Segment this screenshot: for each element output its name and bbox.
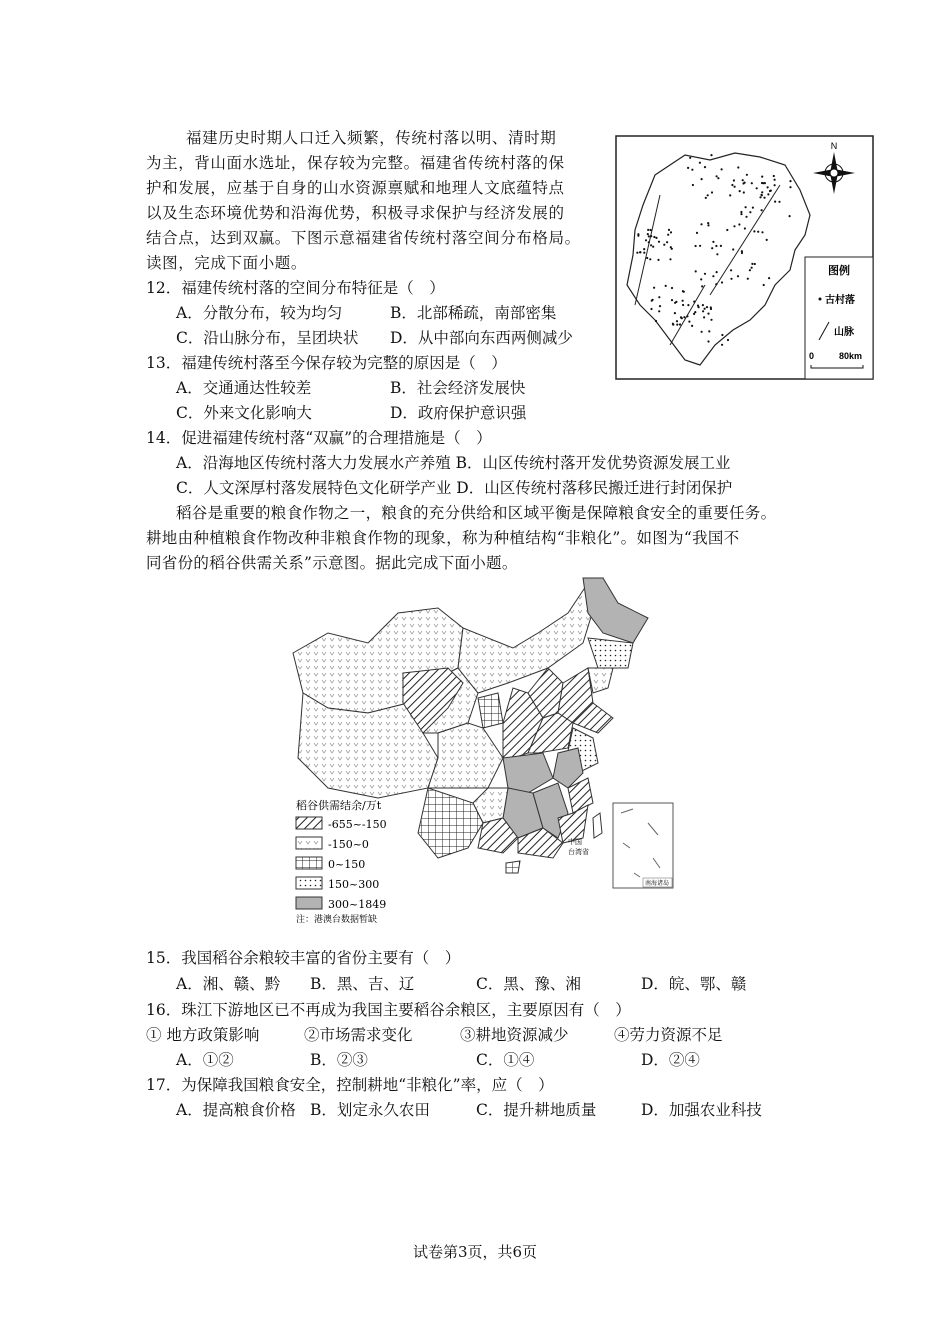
question-12-stem: 12．福建传统村落的空间分布特征是（ ） [146,279,445,297]
village-dot [648,235,650,237]
legend-item-3: 0~150 [328,858,366,871]
village-dot [653,287,655,289]
question-16-choice-1: ① 地方政策影响 [146,1026,260,1044]
village-dot [716,271,718,273]
village-dot [694,311,696,313]
village-dot [739,190,741,192]
scale-km: 80km [839,351,863,361]
village-dot [703,316,705,318]
village-dot [730,278,732,280]
village-dot [643,252,645,254]
village-dot [733,225,735,227]
village-dot [637,235,639,237]
village-dot [715,283,717,285]
village-dot [674,312,676,314]
question-16-choice-4: ④劳力资源不足 [614,1026,723,1044]
village-dot [710,319,712,321]
question-16-option-a[interactable]: A．①② [176,1051,234,1069]
village-dot [752,207,754,209]
village-dot [679,323,681,325]
village-dot [712,241,714,243]
village-dot [756,187,758,189]
village-dot [647,233,649,235]
legend-title: 图例 [828,264,850,277]
village-dot [669,258,671,260]
village-dot [740,213,742,215]
village-dot [671,287,673,289]
village-dot [695,245,697,247]
question-13-option-a[interactable]: A．交通通达性较差 [176,379,312,397]
legend-mountain-label: 山脉 [834,327,854,338]
legend-swatch-hatch [296,817,322,829]
village-dot [707,222,709,224]
question-12-option-d[interactable]: D．从中部向东西两侧减少 [390,329,573,347]
question-15-option-a[interactable]: A．湘、赣、黔 [176,975,281,993]
village-dot [687,167,689,169]
village-dot [761,209,763,211]
question-17-option-b[interactable]: B．划定永久农田 [310,1101,430,1119]
question-17-option-c[interactable]: C．提升耕地质量 [476,1101,597,1119]
question-16-choice-2: ②市场需求变化 [304,1026,413,1044]
legend-village-label: 古村落 [825,295,855,306]
village-dot [636,252,638,254]
fujian-legend [805,257,873,379]
village-dot [759,196,761,198]
village-dot [731,184,733,186]
village-dot [720,245,722,247]
village-dot [716,253,718,255]
village-dot [716,175,718,177]
village-dot [712,275,714,277]
village-dot [649,258,651,260]
village-dot [746,174,748,176]
china-rice-map [288,573,680,925]
village-dot [683,291,685,293]
village-dot [697,305,699,307]
village-dot [789,180,791,182]
province-ningxia [478,693,503,728]
village-dot [658,310,660,312]
question-14-options-ab[interactable]: A．沿海地区传统村落大力发展水产养殖 B．山区传统村落开发优势资源发展工业 [176,454,731,472]
village-dot [655,237,657,239]
village-dot [715,245,717,247]
village-dot [749,211,751,213]
village-dot [757,231,759,233]
village-dot [668,229,670,231]
question-12-option-b[interactable]: B．北部稀疏，南部密集 [390,304,557,322]
village-dot [721,168,723,170]
village-dot [767,186,769,188]
province-liaoning [588,668,613,693]
page-footer: 试卷第3页，共6页 [412,1243,538,1261]
village-dot [745,216,747,218]
village-dot [652,246,654,248]
inset-label: 南海诸岛 [645,880,670,887]
village-dot [699,245,701,247]
village-dot [774,201,776,203]
village-dot [705,197,707,199]
province-jilin [588,638,633,668]
village-dot [706,306,708,308]
question-16-option-d[interactable]: D．②④ [641,1051,700,1069]
legend-item-1: -655~-150 [328,818,387,831]
village-dot [702,304,704,306]
question-13-stem: 13．福建传统村落至今保存较为完整的原因是（ ） [146,354,507,372]
village-dot [688,321,690,323]
village-dot [680,316,682,318]
passage-1-line: 为主，背山面水选址，保存较为完整。福建省传统村落的保 [146,154,565,172]
village-dot [704,273,706,275]
village-dot [704,166,706,168]
village-dot [749,269,751,271]
village-dot [707,313,709,315]
legend-swatch-dots [296,877,322,889]
legend-item-4: 150~300 [328,878,380,891]
village-dot [767,193,769,195]
village-dot [683,316,685,318]
village-dot [778,201,780,203]
village-dot [753,230,755,232]
village-dot [650,244,652,246]
village-dot [711,191,713,193]
village-dot [699,162,701,164]
province-hainan [506,861,520,873]
village-dot [696,232,698,234]
village-dot [645,239,647,241]
village-dot [650,308,652,310]
village-dot [762,182,764,184]
village-dot [701,331,703,333]
village-dot [655,320,657,322]
rice-legend [296,798,387,925]
village-dot [665,285,667,287]
question-13-option-c[interactable]: C．外来文化影响大 [176,404,312,422]
village-dot [650,229,652,231]
province-yunnan [418,788,483,858]
village-dot [689,157,691,159]
village-dot [738,223,740,225]
village-dot [657,259,659,261]
village-dot [751,182,753,184]
village-dot [737,166,739,168]
village-dot [763,197,765,199]
village-dot [691,325,693,327]
village-dot [701,178,703,180]
village-dot [695,270,697,272]
village-dot [760,194,762,196]
village-dot [766,239,768,241]
question-15-stem: 15．我国稻谷余粮较丰富的省份主要有（ ） [146,949,461,967]
village-dot [707,224,709,226]
village-dot [687,304,689,306]
village-dot [721,344,723,346]
village-dot [658,296,660,298]
village-dot [658,241,660,243]
passage-1-line: 护和发展，应基于自身的山水资源禀赋和地理人文底蕴特点 [146,179,565,197]
village-dot [745,206,747,208]
village-dot [700,278,702,280]
village-dot [711,247,713,249]
north-label: N [830,141,838,151]
passage-2-line: 同省份的稻谷供需关系”示意图。据此完成下面小题。 [146,554,518,572]
village-dot [653,236,655,238]
village-dot [707,194,709,196]
village-dot [701,285,703,287]
village-dot [651,300,653,302]
village-dot [659,305,661,307]
village-dot [768,277,770,279]
legend-item-5: 300~1849 [328,898,387,911]
village-dot [693,301,695,303]
rice-legend-title: 稻谷供需结余/万t [296,799,382,812]
village-dot [789,186,791,188]
question-17-stem: 17．为保障我国粮食安全，控制耕地“非粮化”率，应（ ） [146,1076,554,1094]
village-dot [744,227,746,229]
village-dot [672,324,674,326]
question-15-option-d[interactable]: D．皖、鄂、赣 [641,975,747,993]
village-dot [789,215,791,217]
province-sichuan [428,723,503,788]
village-dot [692,184,694,186]
village-dot [743,191,745,193]
village-dot [650,235,652,237]
village-dot [721,334,723,336]
village-dot [710,154,712,156]
question-12-option-c[interactable]: C．沿山脉分布，呈团块状 [176,329,359,347]
question-16-choice-3: ③耕地资源减少 [460,1026,569,1044]
village-dot [648,241,650,243]
village-dot [700,223,702,225]
question-17-option-d[interactable]: D．加强农业科技 [641,1101,762,1119]
village-dot [726,229,728,231]
village-dot [741,252,743,254]
question-16-option-b[interactable]: B．②③ [310,1051,368,1069]
village-dot [702,310,704,312]
village-dot [727,339,729,341]
question-16-option-c[interactable]: C．①④ [476,1051,535,1069]
passage-1-line: 结合点，达到双赢。下图示意福建省传统村落空间分布格局。 [146,229,581,247]
village-dot [733,179,735,181]
village-dot [763,284,765,286]
village-dot [671,248,673,250]
village-dot [682,300,684,302]
village-dot [761,231,763,233]
village-dot [670,231,672,233]
village-dot [686,315,688,317]
question-14-stem: 14．促进福建传统村落“双赢”的合理措施是（ ） [146,429,492,447]
fujian-village-map [615,135,875,381]
village-dot [774,184,776,186]
village-dot [646,257,648,259]
question-14-options-cd[interactable]: C．人文深厚村落发展特色文化研学产业 D．山区传统村落移民搬迁进行封闭保护 [176,479,733,497]
village-dot [751,263,753,265]
village-dot [754,263,756,265]
village-dot [710,306,712,308]
village-dot [721,281,723,283]
village-dot [704,308,706,310]
village-dot [773,175,775,177]
passage-1-line: 福建历史时期人口迁入频繁，传统村落以明、清时期 [186,129,557,147]
village-dot [707,340,709,342]
village-dot [744,182,746,184]
village-dot [708,330,710,332]
province-hubei [503,753,553,793]
question-16-stem: 16．珠江下游地区已不再成为我国主要稻谷余粮区，主要原因有（ ） [146,1001,631,1019]
passage-1-line: 读图，完成下面小题。 [146,254,308,272]
village-dot [732,248,734,250]
legend-swatch-gray [296,897,322,909]
village-dot [761,191,763,193]
village-dot [761,176,763,178]
question-13-option-b[interactable]: B．社会经济发展快 [390,379,526,397]
village-dot [693,313,695,315]
village-dot [691,169,693,171]
question-17-option-a[interactable]: A．提高粮食价格 [176,1101,296,1119]
legend-swatch-grid [296,857,322,869]
south-china-sea-inset [613,803,673,888]
passage-2-line: 耕地由种植粮食作物改种非粮食作物的现象，称为种植结构“非粮化”。如图为“我国不 [146,529,740,547]
village-dot [639,251,641,253]
rice-map-note: 注：港澳台数据暂缺 [296,915,378,925]
village-dot [674,302,676,304]
question-15-option-c[interactable]: C．黑、豫、湘 [476,975,581,993]
question-13-option-d[interactable]: D．政府保护意识强 [390,404,527,422]
village-dot [770,190,772,192]
village-dot [717,177,719,179]
passage-1-line: 以及生态环境优势和沿海优势，积极寻求保护与经济发展的 [146,204,565,222]
taiwan-outline [593,813,602,838]
village-dot [747,278,749,280]
village-symbol [819,298,822,301]
question-15-option-b[interactable]: B．黑、吉、辽 [310,975,415,993]
passage-2-line: 稻谷是重要的粮食作物之一，粮食的充分供给和区域平衡是保障粮食安全的重要任务。 [176,504,777,522]
village-dot [730,269,732,271]
legend-swatch-v [296,837,322,849]
village-dot [676,324,678,326]
legend-item-2: -150~0 [328,838,369,851]
village-dot [667,234,669,236]
question-12-option-a[interactable]: A．分散分布，较为均匀 [176,304,343,322]
village-dot [666,241,668,243]
village-dot [751,267,753,269]
village-dot [742,179,744,181]
village-dot [682,304,684,306]
scale-zero: 0 [809,351,815,361]
village-dot [671,299,673,301]
village-dot [676,320,678,322]
taiwan-label-1: 中国 [568,838,582,846]
village-dot [663,244,665,246]
village-dot [647,229,649,231]
province-heilongjiang [583,578,648,643]
village-dot [643,248,645,250]
village-dot [737,275,739,277]
village-dot [774,179,776,181]
village-dot [740,211,742,213]
village-dot [734,186,736,188]
taiwan-label-2: 台湾省 [568,848,589,856]
village-dot [729,194,731,196]
province-anhui [553,748,583,788]
